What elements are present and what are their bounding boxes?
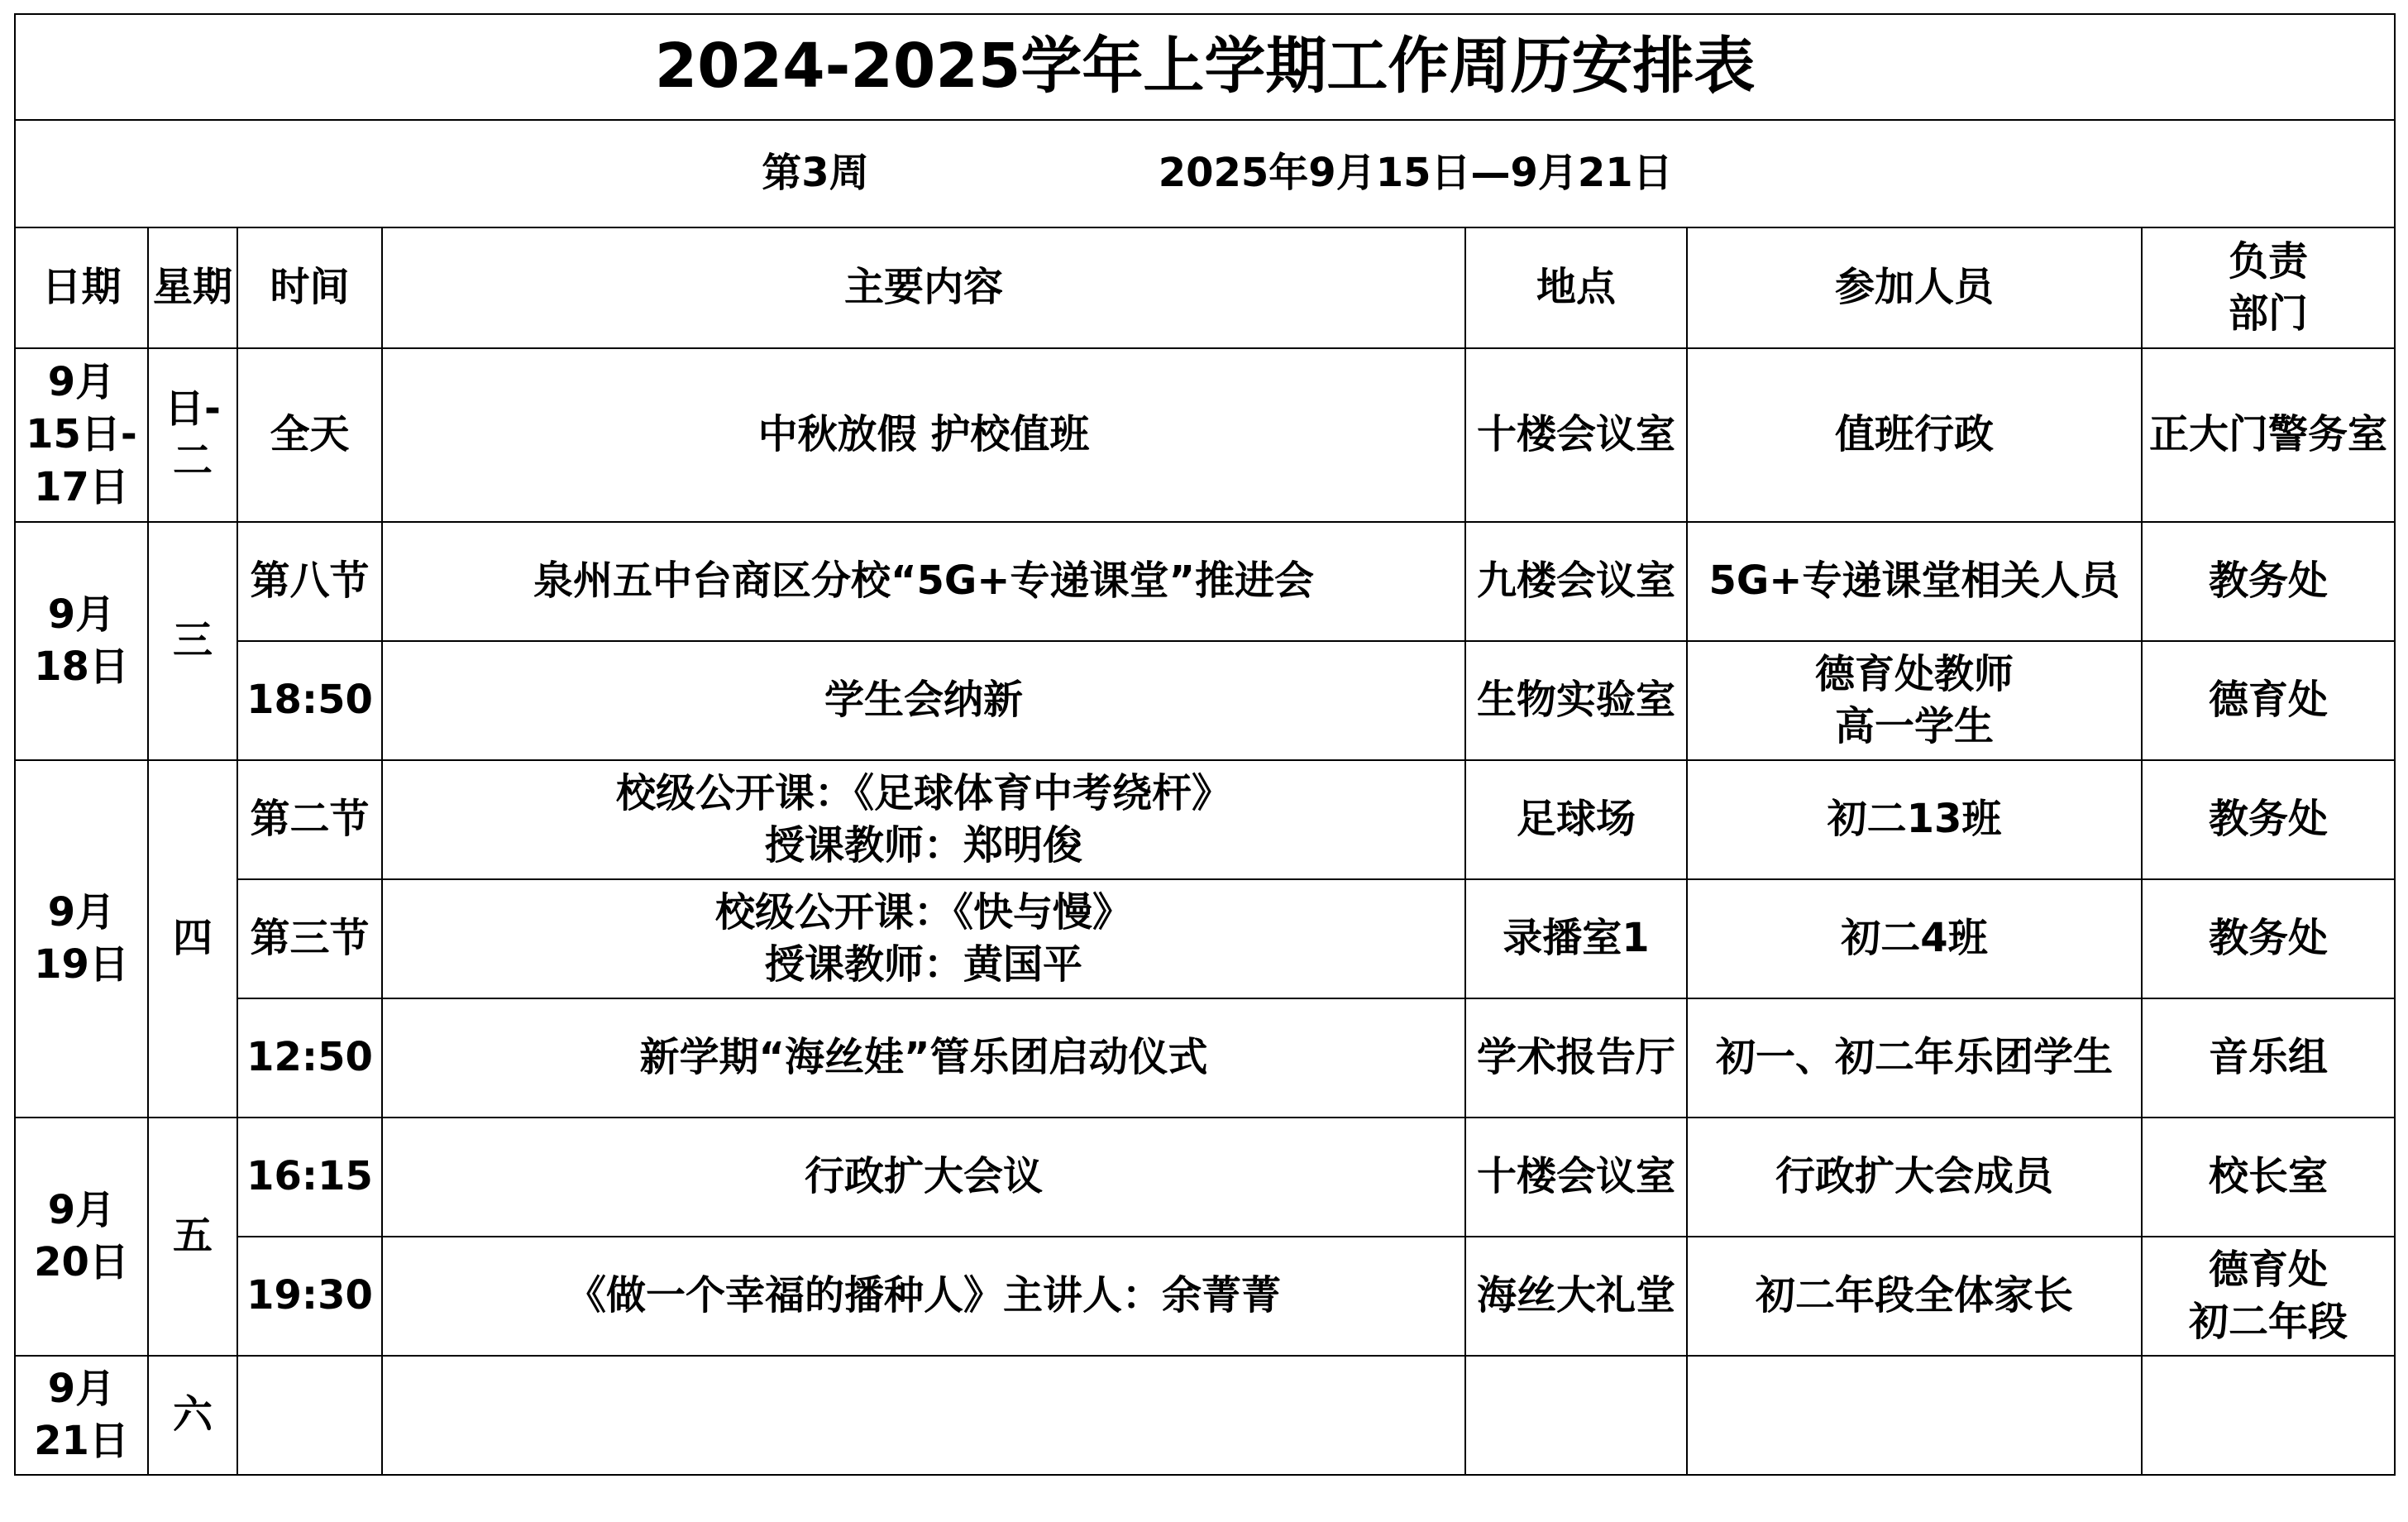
- date-cell: 9月 18日: [15, 522, 148, 760]
- department-cell: 校长室: [2142, 1118, 2395, 1237]
- location-cell: [1465, 1356, 1687, 1475]
- participants-cell: 5G+专递课堂相关人员: [1687, 522, 2142, 641]
- weekday-cell: 六: [148, 1356, 237, 1475]
- participants-cell: 行政扩大会成员: [1687, 1118, 2142, 1237]
- participants-cell: 初二13班: [1687, 760, 2142, 879]
- table-row: [15, 1237, 2395, 1356]
- time-cell: 第三节: [237, 879, 382, 998]
- department-cell: [2142, 1356, 2395, 1475]
- content-cell: 泉州五中台商区分校“5G+专递课堂”推进会: [382, 522, 1465, 641]
- department-cell: 正大门警务室: [2142, 348, 2395, 522]
- department-cell: 教务处: [2142, 760, 2395, 879]
- department-cell: 教务处: [2142, 879, 2395, 998]
- time-cell: 第二节: [237, 760, 382, 879]
- location-cell: 足球场: [1465, 760, 1687, 879]
- table-row: [15, 879, 2395, 998]
- table-row: [15, 1118, 2395, 1237]
- location-cell: 海丝大礼堂: [1465, 1237, 1687, 1356]
- weekday-cell: 三: [148, 522, 237, 760]
- table-row: [15, 348, 2395, 522]
- header-location: 地点: [1465, 227, 1687, 348]
- weekday-cell: 日- 二: [148, 348, 237, 522]
- participants-cell: 初二年段全体家长: [1687, 1237, 2142, 1356]
- title-row: [15, 14, 2395, 120]
- week-label: 第3周: [762, 150, 869, 197]
- participants-cell: 值班行政: [1687, 348, 2142, 522]
- table-row: [15, 760, 2395, 879]
- weekday-cell: 四: [148, 760, 237, 1118]
- time-cell: 全天: [237, 348, 382, 522]
- location-cell: 录播室1: [1465, 879, 1687, 998]
- content-cell: 校级公开课：《快与慢》 授课教师：黄国平: [382, 879, 1465, 998]
- date-cell: 9月 21日: [15, 1356, 148, 1475]
- time-cell: 第八节: [237, 522, 382, 641]
- schedule-body: [15, 14, 2395, 1475]
- participants-cell: 初二4班: [1687, 879, 2142, 998]
- participants-cell: 德育处教师 高一学生: [1687, 641, 2142, 760]
- header-weekday: 星期: [148, 227, 237, 348]
- location-cell: 十楼会议室: [1465, 348, 1687, 522]
- content-cell: 新学期“海丝娃”管乐团启动仪式: [382, 998, 1465, 1118]
- header-participants: 参加人员: [1687, 227, 2142, 348]
- time-cell: 19:30: [237, 1237, 382, 1356]
- department-cell: 德育处: [2142, 641, 2395, 760]
- content-cell: 行政扩大会议: [382, 1118, 1465, 1237]
- document-title: 2024-2025学年上学期工作周历安排表: [15, 14, 2395, 120]
- table-row: [15, 641, 2395, 760]
- time-cell: 16:15: [237, 1118, 382, 1237]
- weekly-schedule-table: [14, 13, 2396, 1476]
- department-cell: 教务处: [2142, 522, 2395, 641]
- table-row: [15, 1356, 2395, 1475]
- location-cell: 学术报告厅: [1465, 998, 1687, 1118]
- location-cell: 生物实验室: [1465, 641, 1687, 760]
- date-cell: 9月 15日- 17日: [15, 348, 148, 522]
- header-content: 主要内容: [382, 227, 1465, 348]
- header-department: 负责 部门: [2142, 227, 2395, 348]
- location-cell: 十楼会议室: [1465, 1118, 1687, 1237]
- date-cell: 9月 20日: [15, 1118, 148, 1356]
- participants-cell: [1687, 1356, 2142, 1475]
- table-row: [15, 998, 2395, 1118]
- header-row: [15, 227, 2395, 348]
- header-date: 日期: [15, 227, 148, 348]
- weekday-cell: 五: [148, 1118, 237, 1356]
- content-cell: 学生会纳新: [382, 641, 1465, 760]
- department-cell: 德育处 初二年段: [2142, 1237, 2395, 1356]
- date-cell: 9月 19日: [15, 760, 148, 1118]
- content-cell: 中秋放假 护校值班: [382, 348, 1465, 522]
- week-info: [15, 120, 2395, 227]
- time-cell: 18:50: [237, 641, 382, 760]
- table-row: [15, 522, 2395, 641]
- date-range: 2025年9月15日—9月21日: [1158, 150, 1673, 197]
- time-cell: [237, 1356, 382, 1475]
- header-time: 时间: [237, 227, 382, 348]
- week-row: [15, 120, 2395, 227]
- location-cell: 九楼会议室: [1465, 522, 1687, 641]
- content-cell: 《做一个幸福的播种人》主讲人：余菁菁: [382, 1237, 1465, 1356]
- content-cell: [382, 1356, 1465, 1475]
- content-cell: 校级公开课：《足球体育中考绕杆》 授课教师：郑明俊: [382, 760, 1465, 879]
- department-cell: 音乐组: [2142, 998, 2395, 1118]
- time-cell: 12:50: [237, 998, 382, 1118]
- participants-cell: 初一、初二年乐团学生: [1687, 998, 2142, 1118]
